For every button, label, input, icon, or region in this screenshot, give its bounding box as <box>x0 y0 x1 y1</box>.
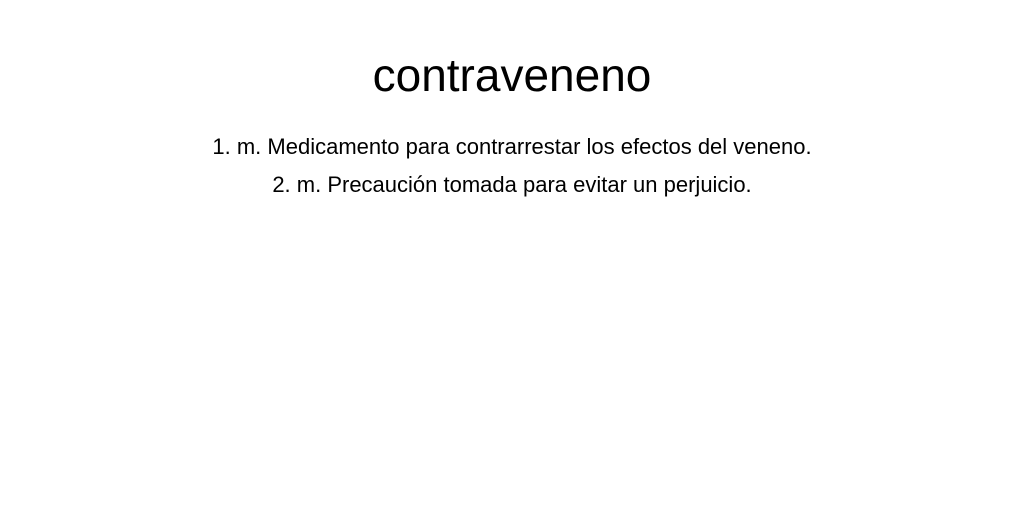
definition-list <box>0 128 1024 204</box>
definition-item-1: 1. m. Medicamento para contrarrestar los efectos del veneno. <box>212 134 812 159</box>
definition-item-2: 2. m. Precaución tomada para evitar un perjuicio. <box>272 172 752 197</box>
headword-title: contraveneno <box>372 49 652 101</box>
